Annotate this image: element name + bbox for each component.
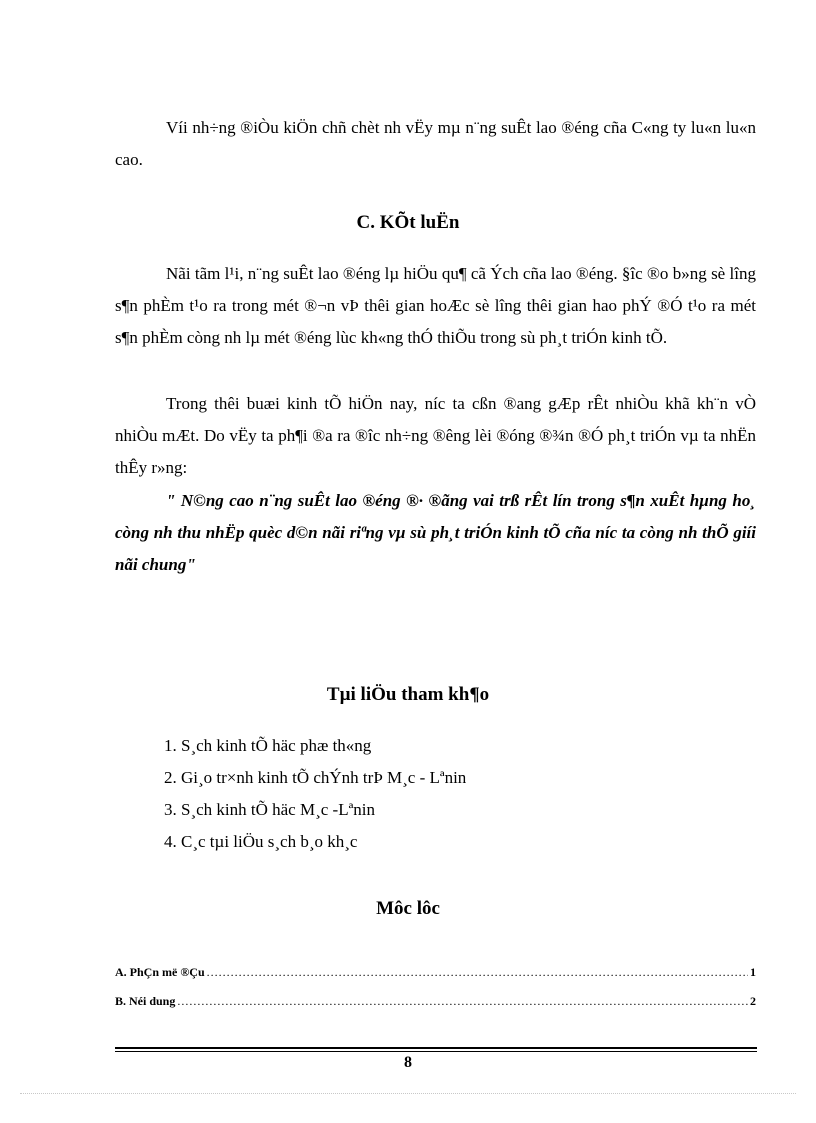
toc-entry-page: 2 <box>750 994 756 1008</box>
footer-rule-thick <box>115 1047 757 1049</box>
conclusion-quote: " N©ng cao n¨ng suÊt lao ®éng ®· ®ãng vai trß rÊt lín trong s¶n xuÊt hµng ho¸ còng nh thu nhËp quèc d©n nãi riªng vµ sù ph¸t triÓn kinh tÕ cña níc ta còng nh thÕ giíi nãi chung" <box>115 491 756 574</box>
toc-entry[interactable] <box>115 994 756 1012</box>
reference-item: 3. S¸ch kinh tÕ häc M¸c -Lªnin <box>164 800 376 819</box>
conclusion-paragraph-1: Nãi tãm l¹i, n¨ng suÊt lao ®éng lµ hiÖu qu¶ cã Ých cña lao ®éng. §îc ®o b»ng sè lîng s¶n phÈm t¹o ra trong mét ®¬n vÞ thêi gian hoÆc sè lîng thêi gian hao phÝ ®Ó t¹o ra mét s¶n phÈm còng nh lµ mét ®éng lùc kh«ng thÓ thiÕu trong sù ph¸t triÓn kinh tÕ. <box>115 264 756 347</box>
toc-entry-page: 1 <box>750 965 756 979</box>
toc-entry-title: B. Néi dung <box>115 994 176 1008</box>
page-bottom-divider <box>20 1093 796 1094</box>
reference-item: 4. C¸c tµi liÖu s¸ch b¸o kh¸c <box>164 832 358 851</box>
toc-leader <box>177 994 748 1009</box>
toc-entry[interactable] <box>115 965 756 983</box>
references-heading: Tµi liÖu tham kh¶o <box>326 684 490 705</box>
page-number: 8 <box>404 1054 412 1071</box>
reference-item: 2. Gi¸o tr×nh kinh tÕ chÝnh trÞ M¸c - Lªnin <box>164 768 467 787</box>
conclusion-paragraph-2: Trong thêi buæi kinh tÕ hiÖn nay, níc ta cßn ®ang gÆp rÊt nhiÒu khã kh¨n vÒ nhiÒu mÆt. Do vËy ta ph¶i ®a ra ®îc nh÷ng ®êng lèi ®óng ®¾n ®Ó ph¸t triÓn vµ ta nhËn thÊy r»ng: <box>115 394 756 477</box>
toc-heading: Môc lôc <box>376 898 440 919</box>
footer-rule-thin <box>115 1051 757 1052</box>
toc-leader <box>207 965 748 980</box>
conclusion-heading: C. KÕt luËn <box>356 212 460 233</box>
toc-entry-title: A. PhÇn më ®Çu <box>115 965 205 979</box>
reference-item: 1. S¸ch kinh tÕ häc phæ th«ng <box>164 736 372 755</box>
intro-paragraph: Víi nh÷ng ®iÒu kiÖn chñ chèt nh vËy mµ n¨ng suÊt lao ®éng cña C«ng ty lu«n lu«n cao. <box>115 118 756 169</box>
references-list <box>164 734 466 862</box>
